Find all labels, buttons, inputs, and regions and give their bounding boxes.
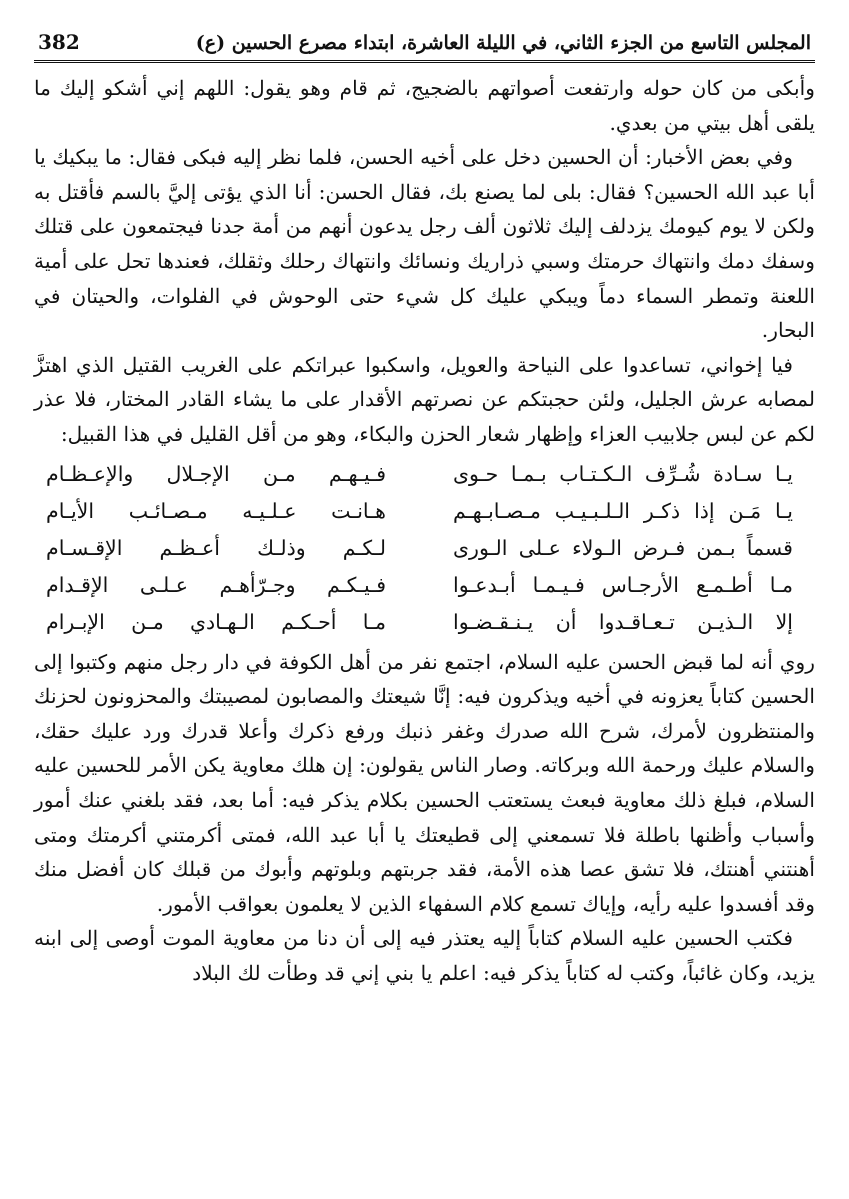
verse-first-hemistich: مـا أطـمـع الأرجـاس فـيـمـا أبـدعـوا xyxy=(453,572,793,597)
verse-second-hemistich: لـكـم وذلـك أعـظـم الإقـسـام xyxy=(46,535,386,560)
paragraph-3: فيا إخواني، تساعدوا على النياحة والعويل، واسكبوا عبراتكم على الغريب القتيل الذي اهتزَّ لمصابه عرش الجليل، ولئن حجبتكم عن نصرتهم الأقدار على ما يشاء القادر المختار، فلا عذر لكم عن لبس جلابيب العزاء وإظهار شعار الحزن والبكاء، وهو من أقل القليل في هذا القبيل: xyxy=(34,352,815,446)
poem xyxy=(34,456,815,641)
paragraph-5: فكتب الحسين عليه السلام كتاباً إليه يعتذر فيه إلى أن دنا من معاوية الموت أوصى إلى ابنه يزيد، وكان غائباً، وكتب له كتاباً يذكر فيه: اعلم يا بني إني قد وطأت لك البلاد xyxy=(34,926,815,985)
running-header xyxy=(34,30,815,60)
verse-first-hemistich: إلا الـذيـن تـعـاقـدوا أن يـنـقـضـوا xyxy=(453,609,793,634)
page-number: 382 xyxy=(38,30,80,54)
paragraph-1: وأبكى من كان حوله وارتفعت أصواتهم بالضجيج، ثم قام وهو يقول: اللهم إني أشكو إليك ما يلقى أهل بيتي من بعدي. xyxy=(34,76,815,135)
verse-second-hemistich: مـا أحـكـم الـهـادي مـن الإبـرام xyxy=(46,609,386,634)
poem-verse xyxy=(34,456,815,493)
poem-verse xyxy=(34,604,815,641)
poem-verse xyxy=(34,530,815,567)
verse-first-hemistich: يـا مَـن إذا ذكـر الـلـبـيـب مـصـابـهـم xyxy=(453,498,793,523)
paragraph-2: وفي بعض الأخبار: أن الحسين دخل على أخيه الحسن، فلما نظر إليه فبكى فقال: ما يبكيك يا أبا عبد الله الحسين؟ فقال: بلى لما يصنع بك، فقال الحسن: أنا الذي يؤتى إليَّ بالسم فأقتل به ولكن لا يوم كيومك يزدلف إليك ثلاثون ألف رجل يدعون أنهم من أمة جدنا فيجتمعون على قتلك وسفك دمك وانتهاك حرمتك وسبي ذراريك ونسائك وانتهاك رحلك وثقلك، فعندها تحل على أمية اللعنة وتمطر السماء دماً ويبكي عليك كل شيء حتى الوحوش في الفلوات، والحيتان في البحار. xyxy=(34,145,815,343)
poem-verse xyxy=(34,567,815,604)
header-divider xyxy=(34,60,815,63)
chapter-title: المجلس التاسع من الجزء الثاني، في الليلة العاشرة، ابتداء مصرع الحسين (ع) xyxy=(195,32,811,54)
poem-verse xyxy=(34,493,815,530)
verse-second-hemistich: فـيـكـم وجـرّأهـم عـلـى الإقـدام xyxy=(46,572,386,597)
verse-second-hemistich: فـيـهـم مـن الإجـلال والإعـظـام xyxy=(46,461,386,486)
verse-first-hemistich: قسماً بـمن فـرض الـولاء عـلى الـورى xyxy=(453,535,793,560)
paragraph-4: روي أنه لما قبض الحسن عليه السلام، اجتمع نفر من أهل الكوفة في دار رجل منهم وكتبوا إلى الحسين كتاباً يعزونه في أخيه ويذكرون فيه: إنَّا شيعتك والمصابون لمصيبتك والمحزونون لحزنك والمنتظرون لأمرك، شرح الله صدرك وغفر ذنبك ورفع ذكرك وأعلا قدرك ورد عليك حقك، والسلام عليك ورحمة الله وبركاته. وصار الناس يقولون: إن هلك معاوية يكن الأمر للحسين عليه السلام، فبلغ ذلك معاوية فبعث يستعتب الحسين بكلام يذكر فيه: أما بعد، فقد بلغني عنك أمور وأسباب وأظنها باطلة فلا تسمعني إلى قطيعتك يا أبا عبد الله، فمتى أكرمتني أكرمتك ومتى أهنتني أهنتك، فلا تشق عصا هذه الأمة، فقد جربتهم وبلوتهم وأبوك من قبلك كان أفضل منك وقد أفسدوا عليه رأيه، وإياك تسمع كلام السفهاء الذين لا يعلمون بعواقب الأمور. xyxy=(34,649,815,916)
verse-second-hemistich: هـانـت عـلـيـه مـصـائـب الأيـام xyxy=(46,498,386,523)
verse-first-hemistich: يـا سـادة شُـرِّف الـكـتـاب بـمـا حـوى xyxy=(453,461,793,486)
